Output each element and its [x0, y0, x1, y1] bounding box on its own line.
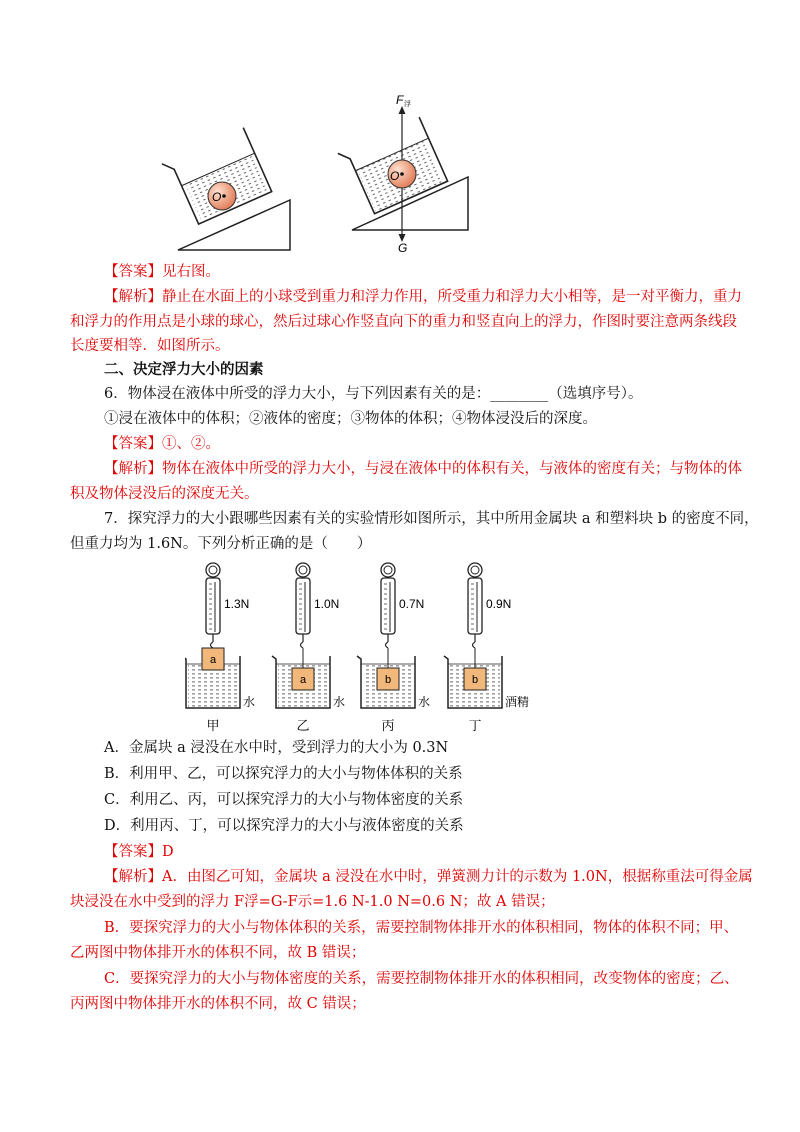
- spring-scale: [206, 578, 220, 634]
- spring-scale: [381, 578, 395, 634]
- liquid-label: 酒精: [505, 695, 530, 709]
- q5-analysis-line1: 【解析】静止在水面上的小球受到重力和浮力作用，所受重力和浮力大小相等，是一对平衡力，重力: [104, 289, 742, 305]
- q5-answer: 【答案】见右图。: [104, 264, 220, 280]
- q7-analysis-line6: 丙两图中物体排开水的体积不同，故 C 错误；: [70, 996, 366, 1012]
- q5-figure: [160, 92, 480, 260]
- q5-analysis-line3: 长度要相等．如图所示。: [70, 338, 230, 354]
- right-beaker-diagram: [338, 93, 468, 255]
- q6-options: ①浸在液体中的体积；②液体的密度；③物体的体积；④物体浸没后的深度。: [104, 411, 597, 427]
- q7-stem-line1: 7．探究浮力的大小跟哪些因素有关的实验情形如图所示，其中所用金属块 a 和塑料块 b 的密度不同，: [104, 511, 759, 527]
- svg-text:浮: 浮: [404, 101, 411, 108]
- q7-analysis-line5: C．要探究浮力的大小与物体密度的关系，需要控制物体排开水的体积相同，改变物体的密度；乙、: [104, 971, 739, 987]
- spring-scale: [468, 578, 482, 634]
- caption: 丁: [468, 718, 482, 733]
- caption: 甲: [206, 718, 220, 733]
- spring-scale: [296, 578, 310, 634]
- block-label: a: [299, 674, 307, 686]
- liquid-label: 水: [333, 695, 346, 709]
- q6-analysis-line2: 积及物体浸没后的深度无关。: [70, 486, 259, 502]
- q7-option-c: C．利用乙、丙，可以探究浮力的大小与物体密度的关系: [104, 792, 464, 808]
- q6-answer: 【答案】①、②。: [104, 436, 220, 452]
- scale-reading: 0.9N: [486, 597, 512, 611]
- q7-option-b: B．利用甲、乙，可以探究浮力的大小与物体体积的关系: [104, 766, 463, 782]
- svg-text:O: O: [390, 169, 400, 183]
- setup-丙: [357, 563, 430, 733]
- left-beaker-diagram: [162, 128, 290, 250]
- setup-丁: [444, 563, 529, 733]
- q7-analysis-line4: 乙两图中物体排开水的体积不同，故 B 错误；: [70, 945, 366, 961]
- q6-stem: 6．物体浸在液体中所受的浮力大小，与下列因素有关的是：________（选填序号）。: [104, 386, 643, 402]
- section-title: 二、决定浮力大小的因素: [104, 361, 264, 378]
- q7-option-d: D．利用丙、丁，可以探究浮力的大小与液体密度的关系: [104, 818, 464, 834]
- q6-analysis-line1: 【解析】物体在液体中所受的浮力大小，与浸在液体中的体积有关，与液体的密度有关；与物体的体: [104, 461, 742, 477]
- setup-甲: [185, 563, 255, 733]
- g-label: G: [398, 241, 408, 255]
- caption: 丙: [381, 718, 395, 733]
- q7-analysis-line1: 【解析】A．由图乙可知，金属块 a 浸没在水中时，弹簧测力计的示数为 1.0N，根据称重法可得金属: [104, 869, 753, 885]
- setup-乙: [272, 563, 345, 733]
- q7-stem-line2: 但重力均为 1.6N。下列分析正确的是（ ）: [70, 536, 372, 552]
- liquid-label: 水: [418, 695, 431, 709]
- block-label: b: [384, 674, 392, 686]
- scale-reading: 1.0N: [314, 597, 340, 611]
- q7-option-a: A．金属块 a 浸没在水中时，受到浮力的大小为 0.3N: [104, 740, 449, 756]
- liquid: [188, 664, 238, 708]
- scale-reading: 0.7N: [399, 597, 425, 611]
- q7-answer: 【答案】D: [104, 844, 174, 860]
- block-label: a: [209, 654, 217, 666]
- block-label: b: [471, 674, 479, 686]
- q7-experiment-figure: [185, 560, 555, 736]
- caption: 乙: [296, 718, 310, 733]
- q7-analysis-line3: B．要探究浮力的大小与物体体积的关系，需要控制物体排开水的体积相同，物体的体积不同；甲、: [104, 920, 739, 936]
- f-buoyancy-label: F: [396, 93, 404, 107]
- scale-reading: 1.3N: [224, 597, 250, 611]
- liquid-label: 水: [243, 695, 256, 709]
- q5-analysis-line2: 和浮力的作用点是小球的球心，然后过球心作竖直向下的重力和竖直向上的浮力，作图时要注意两条线段: [70, 314, 737, 330]
- q7-analysis-line2: 块浸没在水中受到的浮力 F浮=G-F示=1.6 N-1.0 N=0.6 N；故 A 错误；: [70, 894, 555, 910]
- svg-text:O: O: [212, 190, 222, 204]
